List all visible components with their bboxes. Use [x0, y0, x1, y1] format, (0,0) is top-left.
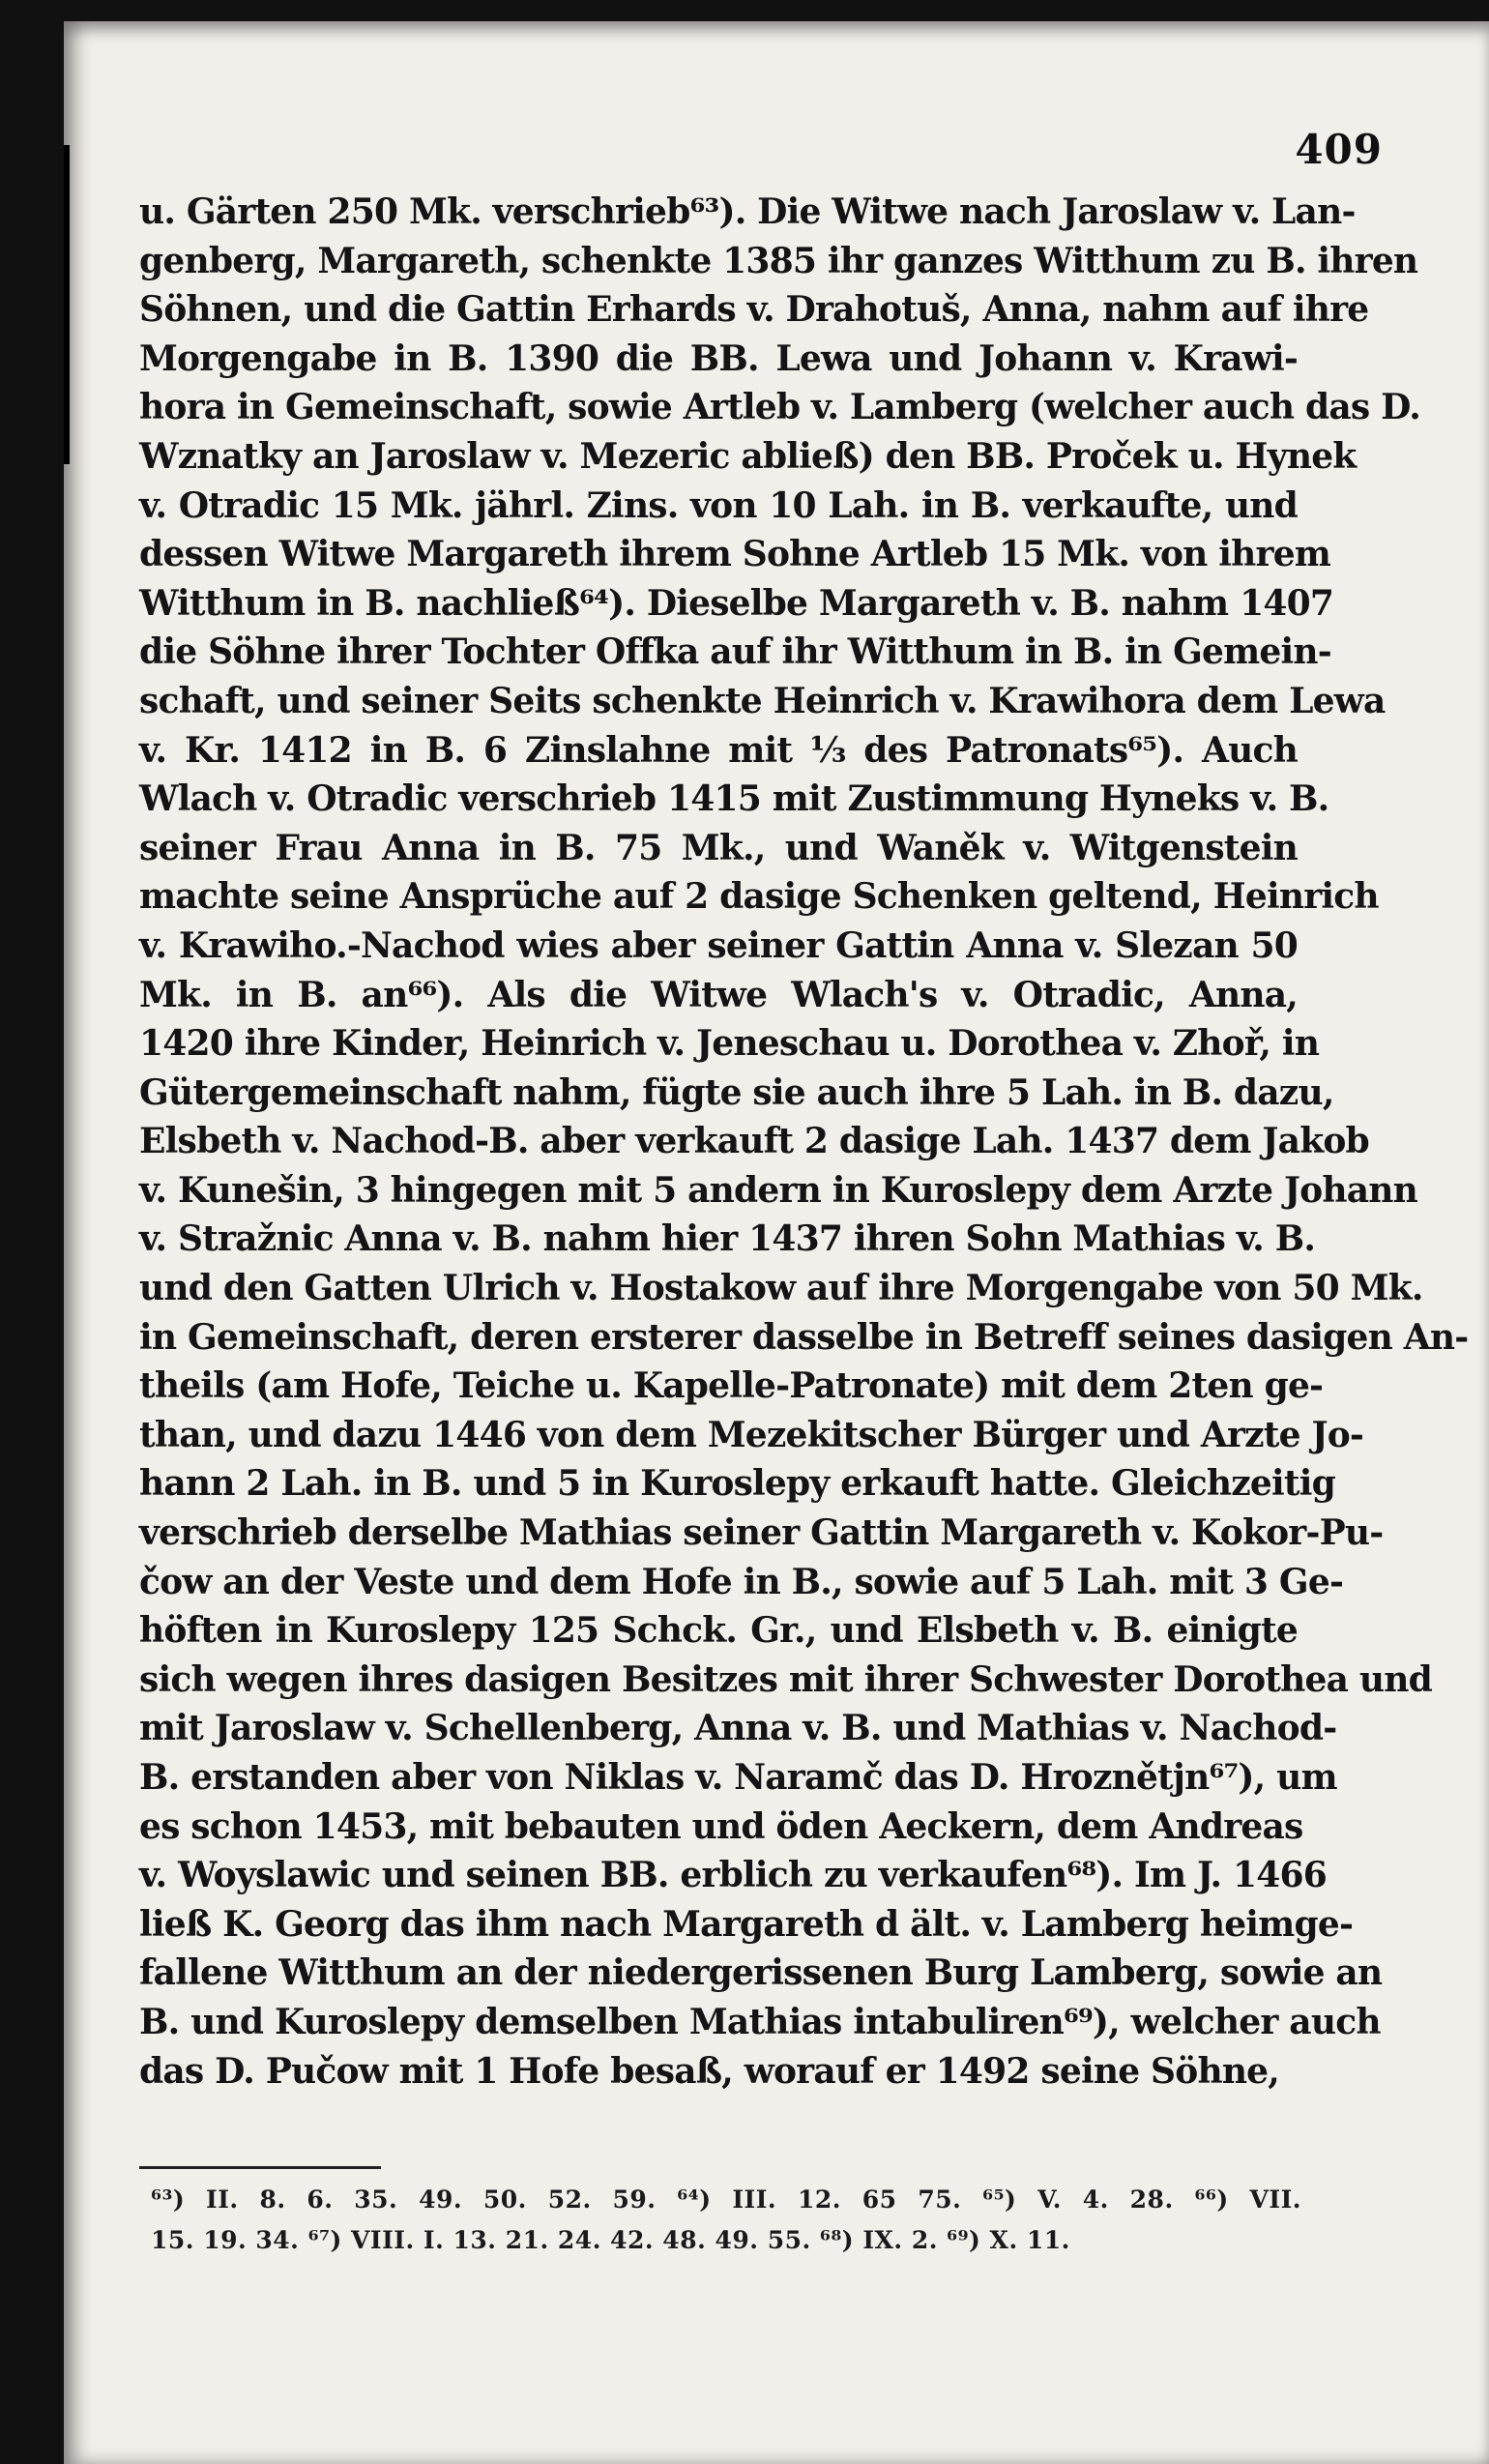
- text-line: genberg, Margareth, schenkte 1385 ihr ganzes Witthum zu B. ihren: [139, 240, 1418, 281]
- body-text: [139, 188, 1469, 2096]
- text-line: und den Gatten Ulrich v. Hostakow auf ihre Morgengabe von 50 Mk.: [139, 1268, 1423, 1309]
- text-line: v. Woyslawic und seinen BB. erblich zu verkaufen⁶⁸). Im J. 1466: [139, 1855, 1327, 1896]
- text-line: Gütergemeinschaft nahm, fügte sie auch ihre 5 Lah. in B. dazu,: [139, 1071, 1334, 1113]
- text-line: mit Jaroslaw v. Schellenberg, Anna v. B. und Mathias v. Nachod-: [139, 1708, 1337, 1749]
- text-line: v. Otradic 15 Mk. jährl. Zins. von 10 Lah. in B. verkaufte, und: [139, 484, 1298, 526]
- page-edge-shadow: [64, 145, 70, 464]
- text-line: Elsbeth v. Nachod-B. aber verkauft 2 dasige Lah. 1437 dem Jakob: [139, 1121, 1369, 1162]
- text-line: theils (am Hofe, Teiche u. Kapelle-Patronate) mit dem 2ten ge-: [139, 1365, 1324, 1407]
- footnote-line: ⁶³) II. 8. 6. 35. 49. 50. 52. 59. ⁶⁴) III. 12. 65 75. ⁶⁵) V. 4. 28. ⁶⁶) VII.: [151, 2185, 1301, 2214]
- text-line: sich wegen ihres dasigen Besitzes mit ihrer Schwester Dorothea und: [139, 1658, 1432, 1700]
- text-line: Morgengabe in B. 1390 die BB. Lewa und Johann v. Krawi-: [139, 337, 1298, 379]
- text-line: Wznatky an Jaroslaw v. Mezeric abließ) den BB. Proček u. Hynek: [139, 435, 1357, 477]
- footnote-line: 15. 19. 34. ⁶⁷) VIII. I. 13. 21. 24. 42. 48. 49. 55. ⁶⁸) IX. 2. ⁶⁹) X. 11.: [151, 2226, 1070, 2254]
- text-line: fallene Witthum an der niedergerissenen Burg Lamberg, sowie an: [139, 1952, 1383, 1994]
- text-line: das D. Pučow mit 1 Hofe besaß, worauf er 1492 seine Söhne,: [139, 2050, 1280, 2092]
- text-line: schaft, und seiner Seits schenkte Heinrich v. Krawihora dem Lewa: [139, 680, 1386, 721]
- text-line: B. und Kuroslepy demselben Mathias intabuliren⁶⁹), welcher auch: [139, 2001, 1381, 2042]
- text-line: machte seine Ansprüche auf 2 dasige Schenken geltend, Heinrich: [139, 876, 1379, 918]
- page-number: 409: [1295, 126, 1383, 173]
- text-line: Mk. in B. an⁶⁶). Als die Witwe Wlach's v. Otradic, Anna,: [139, 974, 1298, 1015]
- text-line: v. Stražnic Anna v. B. nahm hier 1437 ihren Sohn Mathias v. B.: [139, 1218, 1316, 1260]
- text-line: in Gemeinschaft, deren ersterer dasselbe in Betreff seines dasigen An-: [139, 1316, 1469, 1358]
- text-line: dessen Witwe Margareth ihrem Sohne Artleb 15 Mk. von ihrem: [139, 534, 1331, 575]
- footnotes: [151, 2180, 1301, 2261]
- text-line: Wlach v. Otradic verschrieb 1415 mit Zustimmung Hyneks v. B.: [139, 778, 1329, 820]
- text-line: hann 2 Lah. in B. und 5 in Kuroslepy erkauft hatte. Gleichzeitig: [139, 1463, 1335, 1505]
- footnote-divider: [139, 2166, 381, 2169]
- text-line: ließ K. Georg das ihm nach Margareth d ält. v. Lamberg heimge-: [139, 1903, 1354, 1945]
- text-line: 1420 ihre Kinder, Heinrich v. Jeneschau u. Dorothea v. Zhoř, in: [139, 1023, 1320, 1065]
- text-line: v. Kr. 1412 in B. 6 Zinslahne mit ⅓ des Patronats⁶⁵). Auch: [139, 729, 1298, 771]
- text-line: seiner Frau Anna in B. 75 Mk., und Waněk v. Witgenstein: [139, 827, 1298, 868]
- text-line: hora in Gemeinschaft, sowie Artleb v. Lamberg (welcher auch das D.: [139, 387, 1420, 428]
- text-line: u. Gärten 250 Mk. verschrieb⁶³). Die Witwe nach Jaroslaw v. Lan-: [139, 191, 1356, 232]
- text-line: than, und dazu 1446 von dem Mezekitscher Bürger und Arzte Jo-: [139, 1414, 1364, 1455]
- text-line: verschrieb derselbe Mathias seiner Gattin Margareth v. Kokor-Pu-: [139, 1512, 1384, 1554]
- text-line: v. Krawiho.-Nachod wies aber seiner Gattin Anna v. Slezan 50: [139, 924, 1298, 966]
- book-page: [64, 21, 1489, 2464]
- text-line: Witthum in B. nachließ⁶⁴). Dieselbe Margareth v. B. nahm 1407: [139, 582, 1334, 624]
- text-line: B. erstanden aber von Niklas v. Naramč das D. Hroznětjn⁶⁷), um: [139, 1757, 1337, 1798]
- text-line: Söhnen, und die Gattin Erhards v. Drahotuš, Anna, nahm auf ihre: [139, 289, 1369, 331]
- text-line: v. Kunešin, 3 hingegen mit 5 andern in Kuroslepy dem Arzte Johann: [139, 1169, 1418, 1211]
- text-line: čow an der Veste und dem Hofe in B., sowie auf 5 Lah. mit 3 Ge-: [139, 1561, 1344, 1602]
- text-line: es schon 1453, mit bebauten und öden Aeckern, dem Andreas: [139, 1805, 1303, 1847]
- text-line: höften in Kuroslepy 125 Schck. Gr., und Elsbeth v. B. einigte: [139, 1610, 1298, 1652]
- text-line: die Söhne ihrer Tochter Offka auf ihr Witthum in B. in Gemein-: [139, 631, 1331, 673]
